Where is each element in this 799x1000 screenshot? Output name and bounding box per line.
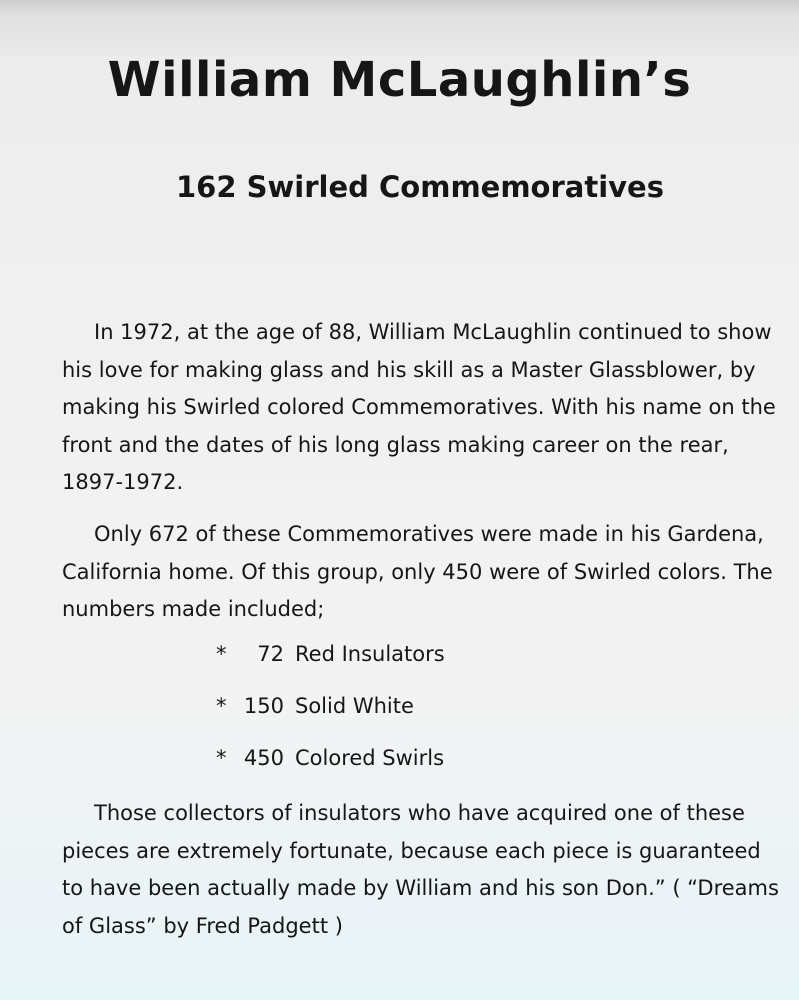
list-item (216, 746, 445, 798)
intro-paragraph: In 1972, at the age of 88, William McLaughlin continued to show his love for making glass and his skill as a Master Glassblower, by making his Swirled colored Commemoratives. With his name on the front and the dates of his long glass making career on the rear, 1897-1972. (62, 320, 776, 494)
list-item (216, 642, 445, 694)
item-label: Solid White (295, 694, 414, 718)
item-label: Red Insulators (295, 642, 445, 666)
asterisk-bullet: * (216, 746, 227, 770)
closing-paragraph: Those collectors of insulators who have acquired one of these pieces are extremely fortunate, because each piece is guaranteed to have been actually made by William and his son Don.” ( “Dreams of Glass” by Fred Padgett ) (62, 801, 779, 938)
list-item (216, 694, 445, 746)
item-label: Colored Swirls (295, 746, 445, 770)
item-count: 72 (257, 642, 284, 666)
item-count: 450 (243, 746, 284, 770)
paper-top-edge (0, 0, 799, 14)
sign-subtitle: 162 Swirled Commemoratives (176, 170, 664, 204)
production-paragraph: Only 672 of these Commemoratives were made in his Gardena, California home. Of this group, only 450 were of Swirled colors. The numbers made included; (62, 522, 773, 621)
asterisk-bullet: * (216, 694, 227, 718)
quantities-list (216, 642, 445, 798)
item-count: 150 (243, 694, 284, 718)
asterisk-bullet: * (216, 642, 227, 666)
sign-title: William McLaughlin’s (107, 52, 692, 108)
